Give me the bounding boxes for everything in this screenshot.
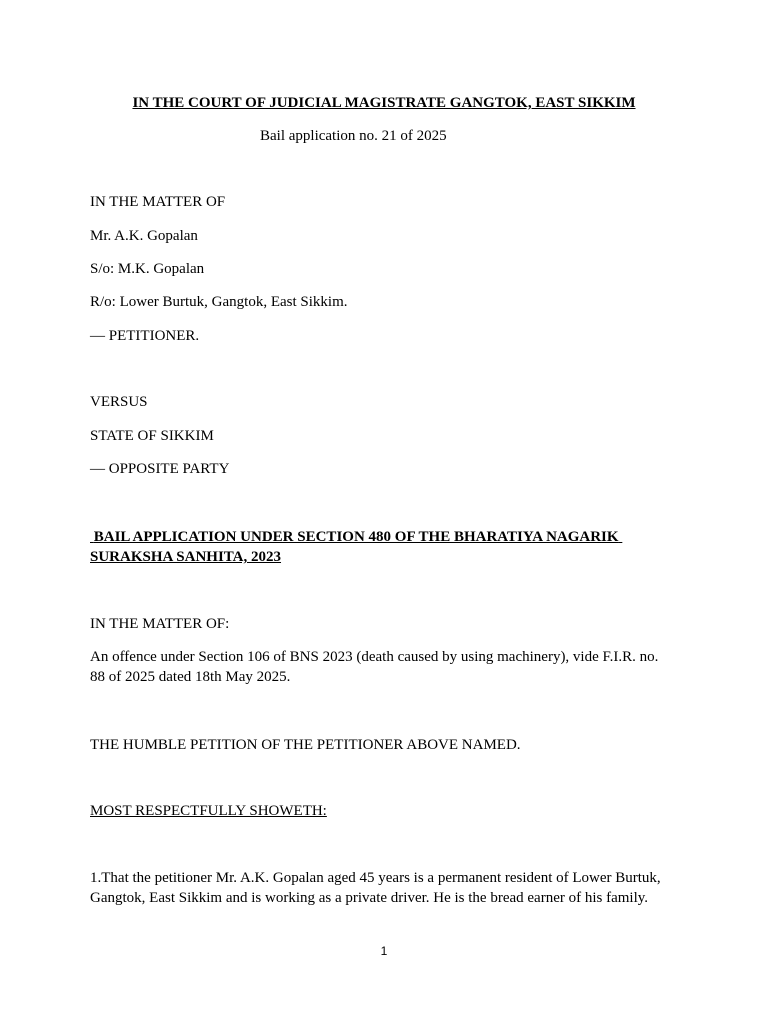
- petitioner-residence: R/o: Lower Burtuk, Gangtok, East Sikkim.: [90, 294, 348, 310]
- matter-heading: IN THE MATTER OF: [90, 194, 226, 210]
- versus-label: VERSUS: [90, 394, 148, 410]
- offence-description: An offence under Section 106 of BNS 2023 (death caused by using machinery), vide F.I.R. no. 88 of 2025 dated 18th May 2025.: [90, 649, 659, 685]
- showeth-heading: MOST RESPECTFULLY SHOWETH:: [90, 803, 327, 819]
- petitioner-name: Mr. A.K. Gopalan: [90, 228, 198, 244]
- respondent-name: STATE OF SIKKIM: [90, 428, 214, 444]
- page-number: 1: [380, 944, 388, 958]
- matter-heading-2: IN THE MATTER OF:: [90, 616, 230, 632]
- petitioner-role: — PETITIONER.: [90, 328, 200, 344]
- court-title: IN THE COURT OF JUDICIAL MAGISTRATE GANGTOK, EAST SIKKIM: [132, 95, 636, 111]
- petition-intro: THE HUMBLE PETITION OF THE PETITIONER ABOVE NAMED.: [90, 737, 521, 753]
- petitioner-relation: S/o: M.K. Gopalan: [90, 261, 205, 277]
- respondent-role: — OPPOSITE PARTY: [90, 461, 230, 477]
- application-title: BAIL APPLICATION UNDER SECTION 480 OF THE BHARATIYA NAGARIK SURAKSHA SANHITA, 2023: [90, 529, 623, 565]
- paragraph-1: 1.That the petitioner Mr. A.K. Gopalan aged 45 years is a permanent resident of Lower Burtuk, Gangtok, East Sikkim and is working as a private driver. He is the bread earner of his family.: [90, 870, 661, 906]
- case-number: Bail application no. 21 of 2025: [260, 128, 447, 144]
